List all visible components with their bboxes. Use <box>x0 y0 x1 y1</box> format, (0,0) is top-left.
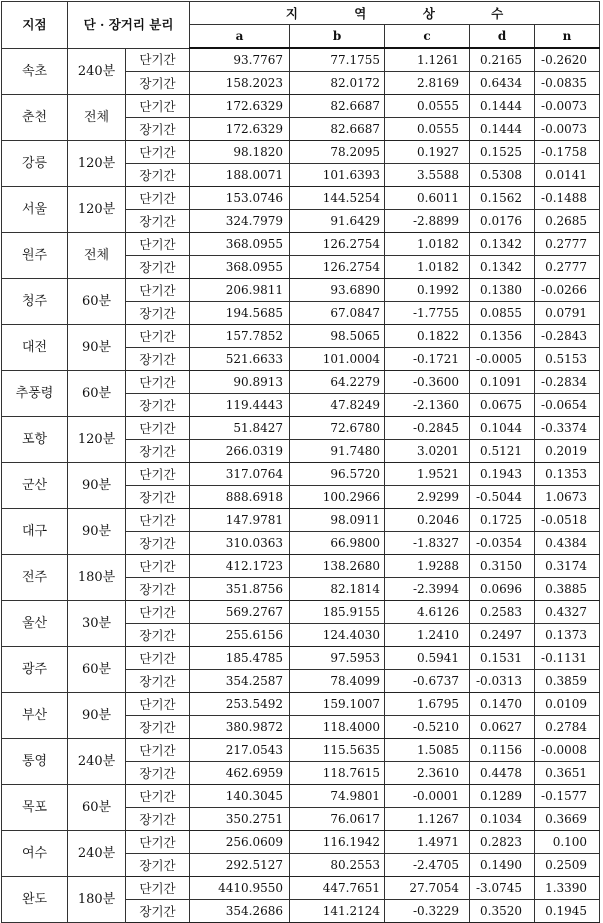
value-a: 255.6156 <box>190 624 290 647</box>
value-n: -0.0073 <box>535 95 600 118</box>
value-c: 0.1822 <box>385 325 470 348</box>
value-c: -2.4705 <box>385 854 470 877</box>
term-long: 장기간 <box>126 72 190 95</box>
value-a: 217.0543 <box>190 739 290 762</box>
value-c: 0.5941 <box>385 647 470 670</box>
station-name: 광주 <box>2 647 68 693</box>
table-row <box>2 601 600 624</box>
value-n: 0.1945 <box>535 900 600 923</box>
value-a: 368.0955 <box>190 256 290 279</box>
station-name: 여수 <box>2 831 68 877</box>
value-n: 0.2784 <box>535 716 600 739</box>
value-b: 98.5065 <box>290 325 385 348</box>
table-row <box>2 877 600 900</box>
table-row <box>2 463 600 486</box>
value-b: 91.7480 <box>290 440 385 463</box>
value-b: 67.0847 <box>290 302 385 325</box>
header-station: 지점 <box>2 2 68 49</box>
split-duration: 60분 <box>68 785 126 831</box>
term-long: 장기간 <box>126 854 190 877</box>
value-a: 158.2023 <box>190 72 290 95</box>
term-short: 단기간 <box>126 95 190 118</box>
value-d: 0.0176 <box>470 210 535 233</box>
header-col-b: b <box>290 25 385 49</box>
value-c: 1.5085 <box>385 739 470 762</box>
value-a: 4410.9550 <box>190 877 290 900</box>
value-n: -0.0835 <box>535 72 600 95</box>
value-d: 0.2823 <box>470 831 535 854</box>
value-b: 126.2754 <box>290 233 385 256</box>
value-c: -1.7755 <box>385 302 470 325</box>
value-b: 82.6687 <box>290 118 385 141</box>
value-d: 0.0627 <box>470 716 535 739</box>
value-a: 98.1820 <box>190 141 290 164</box>
value-d: 0.4478 <box>470 762 535 785</box>
header-col-n: n <box>535 25 600 49</box>
term-long: 장기간 <box>126 118 190 141</box>
split-duration: 90분 <box>68 509 126 555</box>
value-c: 1.4971 <box>385 831 470 854</box>
value-d: 0.2165 <box>470 48 535 72</box>
table-row <box>2 555 600 578</box>
term-long: 장기간 <box>126 624 190 647</box>
value-d: 0.1943 <box>470 463 535 486</box>
value-c: -0.5210 <box>385 716 470 739</box>
value-d: -0.5044 <box>470 486 535 509</box>
station-name: 전주 <box>2 555 68 601</box>
value-n: 0.3174 <box>535 555 600 578</box>
term-short: 단기간 <box>126 463 190 486</box>
value-d: -3.0745 <box>470 877 535 900</box>
value-c: 0.0555 <box>385 118 470 141</box>
term-long: 장기간 <box>126 256 190 279</box>
value-d: 0.1725 <box>470 509 535 532</box>
table-row <box>2 187 600 210</box>
value-n: -0.1131 <box>535 647 600 670</box>
term-short: 단기간 <box>126 48 190 72</box>
value-c: 0.0555 <box>385 95 470 118</box>
value-c: -1.8327 <box>385 532 470 555</box>
value-d: 0.1342 <box>470 256 535 279</box>
value-a: 569.2767 <box>190 601 290 624</box>
value-c: 1.9288 <box>385 555 470 578</box>
value-a: 324.7979 <box>190 210 290 233</box>
value-c: 1.6795 <box>385 693 470 716</box>
value-n: 0.1353 <box>535 463 600 486</box>
value-n: 0.0109 <box>535 693 600 716</box>
value-d: 0.1380 <box>470 279 535 302</box>
value-c: 3.0201 <box>385 440 470 463</box>
value-c: -2.3994 <box>385 578 470 601</box>
value-n: -0.1577 <box>535 785 600 808</box>
value-n: 0.0141 <box>535 164 600 187</box>
value-a: 350.2751 <box>190 808 290 831</box>
value-c: 1.1267 <box>385 808 470 831</box>
value-n: -0.0518 <box>535 509 600 532</box>
value-c: 4.6126 <box>385 601 470 624</box>
station-name: 부산 <box>2 693 68 739</box>
split-duration: 240분 <box>68 739 126 785</box>
split-duration: 60분 <box>68 647 126 693</box>
term-long: 장기간 <box>126 900 190 923</box>
split-duration: 60분 <box>68 371 126 417</box>
station-name: 추풍령 <box>2 371 68 417</box>
value-n: -0.0266 <box>535 279 600 302</box>
value-a: 206.9811 <box>190 279 290 302</box>
value-b: 72.6780 <box>290 417 385 440</box>
value-n: 1.0673 <box>535 486 600 509</box>
station-name: 울산 <box>2 601 68 647</box>
term-short: 단기간 <box>126 279 190 302</box>
value-a: 188.0071 <box>190 164 290 187</box>
value-a: 172.6329 <box>190 95 290 118</box>
value-n: -0.1758 <box>535 141 600 164</box>
term-short: 단기간 <box>126 187 190 210</box>
value-n: 1.3390 <box>535 877 600 900</box>
station-name: 목포 <box>2 785 68 831</box>
term-long: 장기간 <box>126 486 190 509</box>
term-short: 단기간 <box>126 233 190 256</box>
value-d: 0.3520 <box>470 900 535 923</box>
value-a: 90.8913 <box>190 371 290 394</box>
term-short: 단기간 <box>126 555 190 578</box>
value-a: 256.0609 <box>190 831 290 854</box>
value-c: 1.1261 <box>385 48 470 72</box>
station-name: 대전 <box>2 325 68 371</box>
value-b: 97.5953 <box>290 647 385 670</box>
value-d: 0.1342 <box>470 233 535 256</box>
station-name: 속초 <box>2 48 68 95</box>
value-a: 351.8756 <box>190 578 290 601</box>
term-long: 장기간 <box>126 440 190 463</box>
table-row <box>2 279 600 302</box>
value-d: 0.3150 <box>470 555 535 578</box>
station-name: 서울 <box>2 187 68 233</box>
value-n: 0.2509 <box>535 854 600 877</box>
value-d: 0.0675 <box>470 394 535 417</box>
table-row <box>2 95 600 118</box>
value-n: 0.3651 <box>535 762 600 785</box>
value-c: 2.9299 <box>385 486 470 509</box>
value-d: 0.1034 <box>470 808 535 831</box>
value-n: 0.3859 <box>535 670 600 693</box>
value-a: 888.6918 <box>190 486 290 509</box>
value-b: 77.1755 <box>290 48 385 72</box>
value-c: 1.0182 <box>385 233 470 256</box>
split-duration: 60분 <box>68 279 126 325</box>
value-b: 144.5254 <box>290 187 385 210</box>
value-a: 368.0955 <box>190 233 290 256</box>
value-d: -0.0005 <box>470 348 535 371</box>
table-row <box>2 233 600 256</box>
value-d: 0.5308 <box>470 164 535 187</box>
value-a: 266.0319 <box>190 440 290 463</box>
value-a: 140.3045 <box>190 785 290 808</box>
value-d: -0.0354 <box>470 532 535 555</box>
value-c: 27.7054 <box>385 877 470 900</box>
value-a: 380.9872 <box>190 716 290 739</box>
station-name: 통영 <box>2 739 68 785</box>
value-n: -0.2834 <box>535 371 600 394</box>
term-long: 장기간 <box>126 210 190 233</box>
value-d: 0.5121 <box>470 440 535 463</box>
header-col-d: d <box>470 25 535 49</box>
term-long: 장기간 <box>126 302 190 325</box>
value-d: 0.1562 <box>470 187 535 210</box>
value-d: 0.2583 <box>470 601 535 624</box>
value-b: 74.9801 <box>290 785 385 808</box>
split-duration: 120분 <box>68 187 126 233</box>
value-a: 253.5492 <box>190 693 290 716</box>
value-c: -2.1360 <box>385 394 470 417</box>
table-row <box>2 48 600 72</box>
station-name: 강릉 <box>2 141 68 187</box>
value-d: 0.2497 <box>470 624 535 647</box>
term-short: 단기간 <box>126 877 190 900</box>
table-row <box>2 831 600 854</box>
value-b: 64.2279 <box>290 371 385 394</box>
value-n: 0.2777 <box>535 233 600 256</box>
value-c: -0.3229 <box>385 900 470 923</box>
value-b: 447.7651 <box>290 877 385 900</box>
value-a: 157.7852 <box>190 325 290 348</box>
value-n: 0.4384 <box>535 532 600 555</box>
value-n: 0.5153 <box>535 348 600 371</box>
value-c: 1.0182 <box>385 256 470 279</box>
regional-constants-table <box>1 1 600 923</box>
split-duration: 전체 <box>68 233 126 279</box>
table-row <box>2 739 600 762</box>
term-short: 단기간 <box>126 509 190 532</box>
term-short: 단기간 <box>126 141 190 164</box>
value-n: -0.0008 <box>535 739 600 762</box>
term-long: 장기간 <box>126 808 190 831</box>
value-c: 3.5588 <box>385 164 470 187</box>
value-b: 82.6687 <box>290 95 385 118</box>
split-duration: 240분 <box>68 48 126 95</box>
value-b: 82.1814 <box>290 578 385 601</box>
value-b: 93.6890 <box>290 279 385 302</box>
value-n: 0.3885 <box>535 578 600 601</box>
station-name: 춘천 <box>2 95 68 141</box>
value-c: -0.2845 <box>385 417 470 440</box>
term-long: 장기간 <box>126 578 190 601</box>
value-d: 0.1470 <box>470 693 535 716</box>
value-d: 0.1044 <box>470 417 535 440</box>
value-b: 78.4099 <box>290 670 385 693</box>
split-duration: 90분 <box>68 463 126 509</box>
value-c: 0.1992 <box>385 279 470 302</box>
term-short: 단기간 <box>126 325 190 348</box>
value-b: 159.1007 <box>290 693 385 716</box>
value-b: 116.1942 <box>290 831 385 854</box>
table-row <box>2 785 600 808</box>
value-d: 0.6434 <box>470 72 535 95</box>
value-n: -0.0654 <box>535 394 600 417</box>
value-a: 153.0746 <box>190 187 290 210</box>
value-b: 82.0172 <box>290 72 385 95</box>
table-row <box>2 647 600 670</box>
value-d: 0.0696 <box>470 578 535 601</box>
value-d: 0.1356 <box>470 325 535 348</box>
value-b: 47.8249 <box>290 394 385 417</box>
value-n: 0.100 <box>535 831 600 854</box>
value-c: 0.2046 <box>385 509 470 532</box>
value-d: 0.1525 <box>470 141 535 164</box>
value-c: 0.6011 <box>385 187 470 210</box>
header-col-a: a <box>190 25 290 49</box>
value-b: 101.0004 <box>290 348 385 371</box>
station-name: 포항 <box>2 417 68 463</box>
value-a: 119.4443 <box>190 394 290 417</box>
value-b: 66.9800 <box>290 532 385 555</box>
value-b: 96.5720 <box>290 463 385 486</box>
split-duration: 90분 <box>68 693 126 739</box>
value-a: 310.0363 <box>190 532 290 555</box>
value-d: 0.1444 <box>470 95 535 118</box>
value-a: 172.6329 <box>190 118 290 141</box>
value-c: -0.0001 <box>385 785 470 808</box>
term-short: 단기간 <box>126 785 190 808</box>
value-b: 118.7615 <box>290 762 385 785</box>
value-b: 185.9155 <box>290 601 385 624</box>
station-name: 완도 <box>2 877 68 923</box>
table-row <box>2 325 600 348</box>
value-b: 118.4000 <box>290 716 385 739</box>
split-duration: 180분 <box>68 555 126 601</box>
value-a: 93.7767 <box>190 48 290 72</box>
value-c: -0.6737 <box>385 670 470 693</box>
term-short: 단기간 <box>126 601 190 624</box>
table-row <box>2 371 600 394</box>
value-a: 147.9781 <box>190 509 290 532</box>
value-b: 124.4030 <box>290 624 385 647</box>
value-d: 0.1289 <box>470 785 535 808</box>
table-row <box>2 141 600 164</box>
value-a: 185.4785 <box>190 647 290 670</box>
value-b: 126.2754 <box>290 256 385 279</box>
value-d: 0.1444 <box>470 118 535 141</box>
value-n: -0.2620 <box>535 48 600 72</box>
term-long: 장기간 <box>126 164 190 187</box>
value-a: 462.6959 <box>190 762 290 785</box>
value-n: 0.3669 <box>535 808 600 831</box>
value-a: 51.8427 <box>190 417 290 440</box>
split-duration: 120분 <box>68 417 126 463</box>
value-d: -0.0313 <box>470 670 535 693</box>
split-duration: 전체 <box>68 95 126 141</box>
value-a: 412.1723 <box>190 555 290 578</box>
value-a: 317.0764 <box>190 463 290 486</box>
value-a: 292.5127 <box>190 854 290 877</box>
value-a: 521.6633 <box>190 348 290 371</box>
value-c: 2.3610 <box>385 762 470 785</box>
value-a: 194.5685 <box>190 302 290 325</box>
value-a: 354.2587 <box>190 670 290 693</box>
split-duration: 180분 <box>68 877 126 923</box>
split-duration: 90분 <box>68 325 126 371</box>
value-c: 2.8169 <box>385 72 470 95</box>
value-n: 0.0791 <box>535 302 600 325</box>
value-n: -0.2843 <box>535 325 600 348</box>
value-b: 115.5635 <box>290 739 385 762</box>
split-duration: 120분 <box>68 141 126 187</box>
value-n: 0.1373 <box>535 624 600 647</box>
value-n: 0.4327 <box>535 601 600 624</box>
value-b: 76.0617 <box>290 808 385 831</box>
term-long: 장기간 <box>126 532 190 555</box>
value-n: -0.0073 <box>535 118 600 141</box>
value-n: -0.1488 <box>535 187 600 210</box>
value-c: -2.8899 <box>385 210 470 233</box>
term-long: 장기간 <box>126 716 190 739</box>
value-c: -0.1721 <box>385 348 470 371</box>
header-col-c: c <box>385 25 470 49</box>
table-row <box>2 693 600 716</box>
split-duration: 30분 <box>68 601 126 647</box>
station-name: 군산 <box>2 463 68 509</box>
station-name: 청주 <box>2 279 68 325</box>
value-n: 0.2777 <box>535 256 600 279</box>
value-c: 1.9521 <box>385 463 470 486</box>
term-long: 장기간 <box>126 394 190 417</box>
term-short: 단기간 <box>126 693 190 716</box>
value-b: 78.2095 <box>290 141 385 164</box>
term-long: 장기간 <box>126 670 190 693</box>
value-d: 0.1156 <box>470 739 535 762</box>
term-short: 단기간 <box>126 417 190 440</box>
term-short: 단기간 <box>126 647 190 670</box>
term-long: 장기간 <box>126 348 190 371</box>
value-d: 0.1490 <box>470 854 535 877</box>
value-b: 141.2124 <box>290 900 385 923</box>
value-d: 0.1091 <box>470 371 535 394</box>
term-short: 단기간 <box>126 371 190 394</box>
table-body <box>2 48 600 923</box>
term-short: 단기간 <box>126 739 190 762</box>
value-b: 80.2553 <box>290 854 385 877</box>
header-regional-constants: 지 역 상 수 <box>190 2 600 25</box>
value-c: 0.1927 <box>385 141 470 164</box>
value-b: 138.2680 <box>290 555 385 578</box>
value-d: 0.0855 <box>470 302 535 325</box>
value-n: -0.3374 <box>535 417 600 440</box>
value-c: 1.2410 <box>385 624 470 647</box>
value-n: 0.2685 <box>535 210 600 233</box>
term-long: 장기간 <box>126 762 190 785</box>
split-duration: 240분 <box>68 831 126 877</box>
header-split: 단 · 장거리 분리 <box>68 2 190 49</box>
station-name: 원주 <box>2 233 68 279</box>
value-b: 100.2966 <box>290 486 385 509</box>
value-n: 0.2019 <box>535 440 600 463</box>
value-d: 0.1531 <box>470 647 535 670</box>
term-short: 단기간 <box>126 831 190 854</box>
value-b: 91.6429 <box>290 210 385 233</box>
value-a: 354.2686 <box>190 900 290 923</box>
value-b: 101.6393 <box>290 164 385 187</box>
value-c: -0.3600 <box>385 371 470 394</box>
table-row <box>2 509 600 532</box>
station-name: 대구 <box>2 509 68 555</box>
table-row <box>2 417 600 440</box>
value-b: 98.0911 <box>290 509 385 532</box>
